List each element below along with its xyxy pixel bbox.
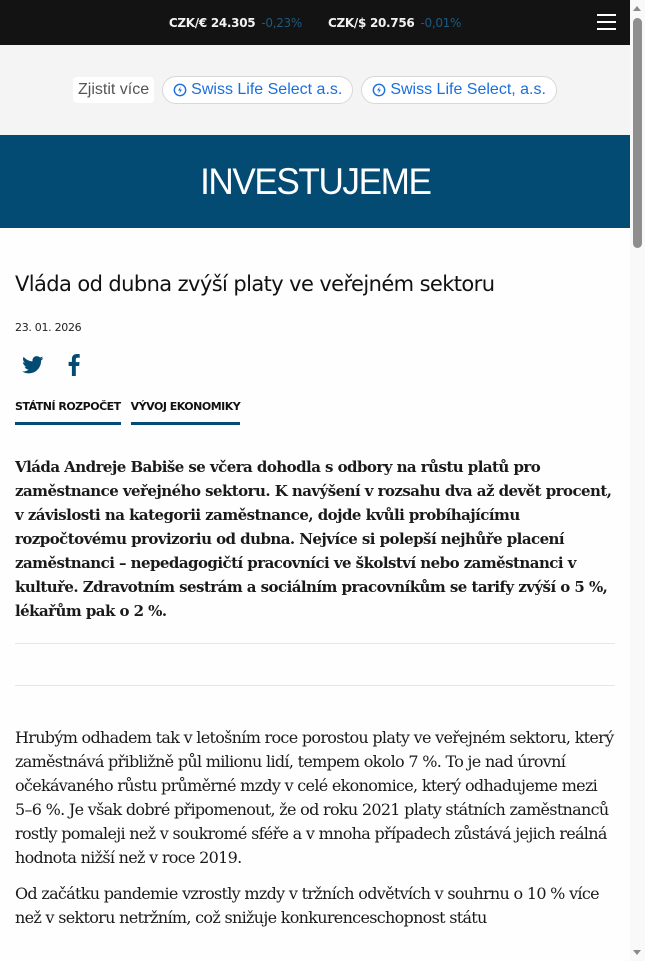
share-facebook-button[interactable]	[68, 354, 80, 376]
vertical-scrollbar[interactable]	[630, 0, 645, 961]
ticker-pair-eur: CZK/€ 24.305	[168, 15, 256, 30]
tag-statni-rozpocet[interactable]: STÁTNÍ ROZPOČET	[15, 400, 121, 425]
ad-chip-swiss-life-1[interactable]	[162, 76, 353, 104]
ticker-item-usd	[328, 16, 461, 30]
ticker-pair-usd: CZK/$ 20.756	[328, 15, 415, 30]
article	[0, 270, 630, 930]
ad-strip	[0, 45, 630, 135]
scroll-down-arrow-icon[interactable]	[633, 950, 641, 955]
ad-learn-more-label[interactable]: Zjistit více	[73, 77, 154, 103]
article-paragraph: Hrubým odhadem tak v letošním roce porostou platy ve veřejném sektoru, který zaměstnává přibližně půl milionu lidí, tempem okolo 7 %. To je nad úrovní očekávaného růstu průměrné mzdy v celé ekonomice, který odhadujeme mezi 5–6 %. Je však dobré připomenout, že od roku 2021 platy státních zaměstnanců rostly pomaleji než v soukromé sféře a v mnoha případech zůstává jejich reálná hodnota nižší než v roce 2019.	[15, 728, 614, 867]
twitter-icon	[22, 356, 44, 374]
ticker-change-eur: -0,23%	[261, 15, 302, 30]
ad-chip-swiss-life-2[interactable]	[361, 76, 557, 104]
ad-chip-label: Swiss Life Select, a.s.	[390, 81, 546, 98]
ticker-change-usd: -0,01%	[420, 15, 462, 30]
ad-chip-label: Swiss Life Select a.s.	[191, 81, 343, 98]
article-title: Vláda od dubna zvýší platy ve veřejném sektoru	[15, 272, 495, 296]
hamburger-menu-icon[interactable]	[597, 14, 616, 30]
site-logo[interactable]: INVESTUJEME	[199, 160, 431, 202]
bolt-circle-icon	[173, 83, 187, 97]
share-twitter-button[interactable]	[22, 356, 44, 374]
divider	[15, 643, 615, 644]
ticker-bar	[0, 0, 630, 45]
facebook-icon	[68, 354, 80, 376]
article-paragraph: Od začátku pandemie vzrostly mzdy v tržních odvětvích v souhrnu o 10 % více než v sektoru netržním, což snižuje konkurenceschopnost státu	[15, 884, 599, 927]
share-buttons	[15, 352, 615, 378]
tag-vyvoj-ekonomiky[interactable]: VÝVOJ EKONOMIKY	[131, 400, 241, 425]
article-lead: Vláda Andreje Babiše se včera dohodla s odbory na růstu platů pro zaměstnance veřejného sektoru. K navýšení v rozsahu dva až devět procent, v závislosti na kategorii zaměstnance, dojde kvůli probíhajícímu rozpočtovému provizoriu od dubna. Nejvíce si polepší nejhůře placení zaměstnanci – nepedagogičtí pracovníci ve školství nebo zaměstnanci v kultuře. Zdravotním sestrám a sociálním pracovníkům se tarify zvýší o 5 %, lékařům pak o 2 %.	[15, 458, 612, 620]
divider	[15, 685, 615, 686]
article-date: 23. 01. 2026	[15, 321, 82, 334]
scroll-up-arrow-icon[interactable]	[633, 6, 641, 11]
site-header	[0, 135, 630, 228]
article-tags	[15, 400, 615, 425]
scrollbar-thumb[interactable]	[633, 18, 642, 248]
ticker-item-eur	[169, 16, 302, 30]
currency-ticker	[169, 16, 461, 30]
bolt-circle-icon	[372, 83, 386, 97]
